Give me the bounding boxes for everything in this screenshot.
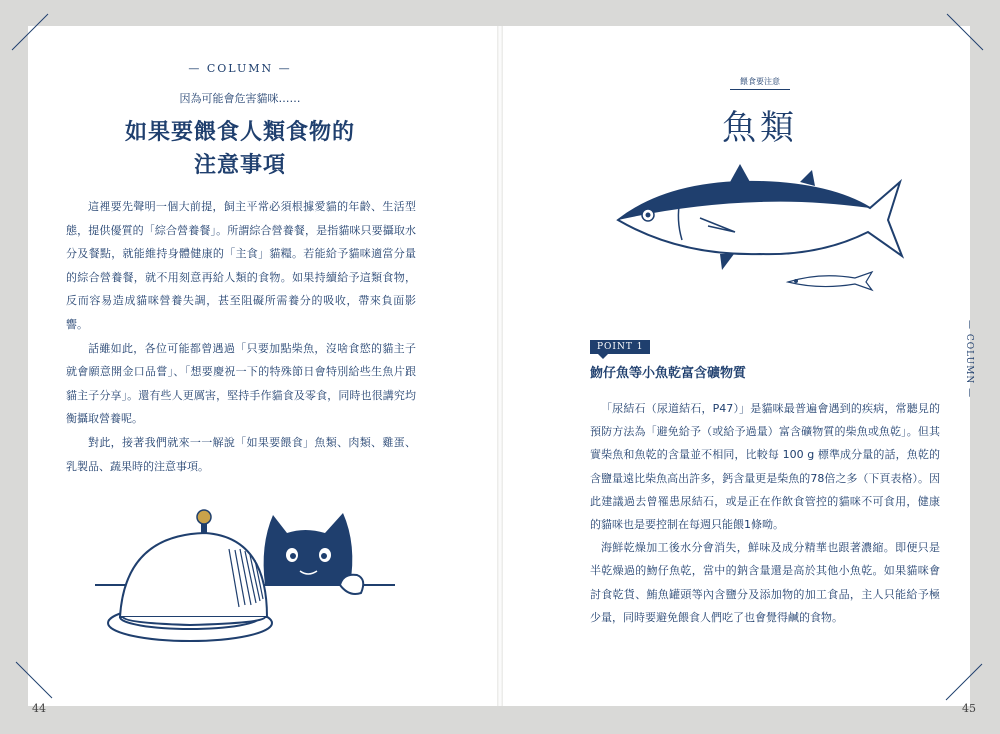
paragraph: 這裡要先聲明一個大前提，飼主平常必須根據愛貓的年齡、生活型態，提供優質的「綜合營養餐」。所謂綜合營養餐，是指貓咪只要攝取水分及餐點，就能維持身體健康的「主食」貓糧。若能給予貓咪適當分量的綜合營養餐，就不用刻意再給人類的食物。如果持續給予這類食物，反而容易造成貓咪營養失調，甚至阻礙所需養分的吸收，帶來負面影響。 <box>66 200 416 331</box>
crop-mark-top-left <box>10 12 50 52</box>
category-tag-underline <box>730 89 790 90</box>
paragraph: 「尿結石（尿道結石，P47）」是貓咪最普遍會遇到的疾病，常聽見的預防方法為「避免給予（或給予過量）富含礦物質的柴魚或魚乾」。但其實柴魚和魚乾的含量並不相同，比較每 100 g 標準成分量的話，魚乾的含鹽量遠比柴魚高出許多，鈣含量更是柴魚的78倍之多（下頁表格）。因此建議過去曾罹患尿結石，或是正在作飲食管控的貓咪不可食用，健康的貓咪也是要控制在每週只能餵1條呦。 <box>590 402 940 532</box>
crop-mark-bottom-left <box>14 660 54 700</box>
crop-mark-top-right <box>945 12 985 52</box>
paragraph: 話雖如此，各位可能都曾遇過「只要加點柴魚，沒啥食慾的貓主子就會願意開金口品嘗」、「想要慶祝一下的特殊節日會特別給些生魚片跟貓主子分享」。還有些人更厲害，堅持手作貓食及零食，同時也很講究均衡攝取營養呢。 <box>66 341 416 426</box>
right-body-text <box>590 397 940 629</box>
cat-cloche-illustration <box>95 505 405 655</box>
crop-mark-bottom-right <box>944 662 984 702</box>
paragraph: 對此，接著我們就來一一解說「如果要餵食」魚類、肉類、雞蛋、乳製品、蔬果時的注意事項。 <box>66 435 416 473</box>
page-title-line1: 如果要餵食人類食物的 <box>124 120 355 145</box>
side-column-label: — COLUMN — <box>964 320 974 399</box>
category-tag-text: 餵食要注意 <box>740 77 780 86</box>
page-title-line2: 注意事項 <box>193 153 286 178</box>
page-number-right: 45 <box>962 702 976 715</box>
point-badge: POINT 1 <box>590 340 650 354</box>
category-tag <box>710 76 810 90</box>
book-gutter <box>497 26 503 706</box>
section-title: 魚類 <box>722 108 798 148</box>
point-heading: 魩仔魚等小魚乾富含礦物質 <box>590 366 747 381</box>
kicker-text: 因為可能會危害貓咪…… <box>179 92 301 105</box>
fish-illustration <box>610 160 910 300</box>
column-label: — COLUMN — <box>188 62 292 75</box>
paragraph: 海鮮乾燥加工後水分會消失，鮮味及成分精華也跟著濃縮。即便只是半乾燥過的魩仔魚乾，當中的鈉含量還是高於其他小魚乾。如果貓咪會討食乾貨、鮪魚罐頭等內含鹽分及添加物的加工食品，主人只能給予極少量，同時要避免餵食人們吃了也會覺得鹹的食物。 <box>590 541 940 624</box>
left-body-text <box>66 195 416 478</box>
page-number-left: 44 <box>32 702 46 715</box>
